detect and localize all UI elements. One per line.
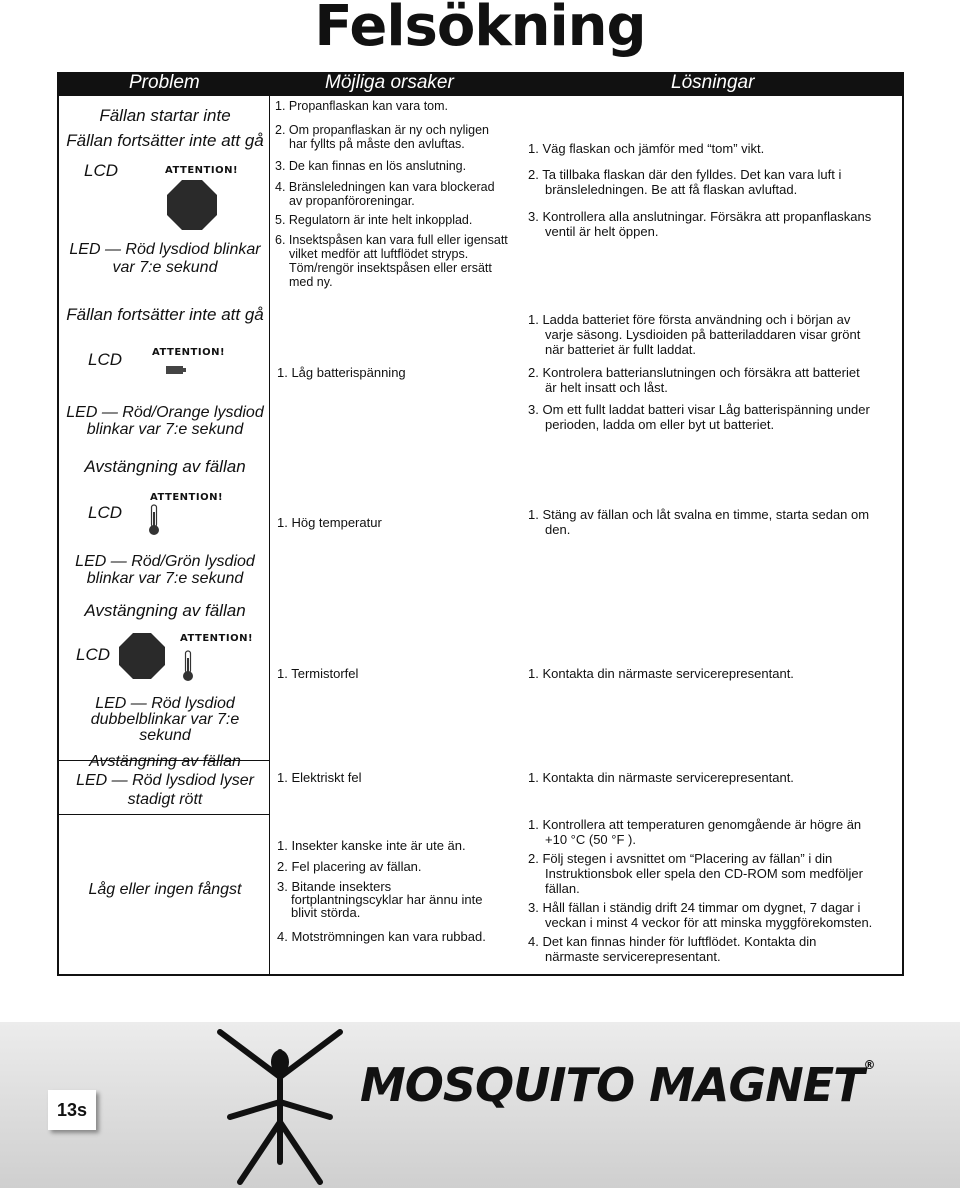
cause-item: 1. Termistorfel (277, 666, 359, 681)
cause-item: 5. Regulatorn är inte helt inkopplad. (275, 213, 473, 227)
solution-item: 1. Ladda batteriet före första användning och i början av varje säsong. Lysdioiden på batteriladdaren visar grönt när batteriet är fullt laddat. (528, 312, 861, 357)
solution-item: 2. Ta tillbaka flaskan där den fylldes. Det kan vara luft i bränsleledningen. Be att få flaskan avluftad. (528, 167, 842, 197)
solution-item: 2. Följ stegen i avsnittet om “Placering av fällan” i din Instruktionsbok eller spela den CD-ROM som medföljer fällan. (528, 851, 863, 896)
cause-item: 2. Om propanflaskan är ny och nyligen har fyllts på måste den avluftas. (275, 123, 490, 151)
page-title: Felsökning (314, 0, 646, 59)
led-status: blinkar var 7:e sekund (86, 421, 244, 438)
led-status: dubbelblinkar var 7:e (90, 711, 240, 728)
cause-item: 2. Fel placering av fällan. (277, 859, 422, 874)
header-problem: Problem (129, 72, 200, 93)
solution-item: 1. Väg flaskan och jämför med “tom” vikt. (528, 141, 765, 156)
cause-item: 1. Propanflaskan kan vara tom. (275, 99, 449, 113)
stop-sign-icon (166, 179, 218, 231)
led-status: LED — Röd lysdiod (95, 695, 235, 712)
brand-logo: MOSQUITO MAGNET® (360, 1058, 875, 1112)
cause-item: 3. Bitande insekters fortplantningscyklar har ännu inte blivit störda. (277, 879, 483, 920)
solution-item: 1. Kontakta din närmaste servicerepresentant. (528, 666, 794, 681)
solution-item: 1. Kontakta din närmaste servicerepresentant. (528, 770, 794, 785)
lcd-label: LCD (76, 645, 111, 664)
cause-item: 6. Insektspåsen kan vara full eller igensatt vilket medför att luftflödet stryps. Töm/rengör insektspåsen eller ersätt med ny. (275, 233, 508, 289)
solution-item: 2. Kontrolera batterianslutningen och försäkra att batteriet är helt insatt och låst. (528, 365, 860, 395)
cause-item: 1. Hög temperatur (277, 515, 382, 530)
stop-sign-icon (118, 632, 166, 680)
led-status: LED — Röd/Grön lysdiod (75, 553, 255, 570)
cause-item: 3. De kan finnas en lös anslutning. (275, 159, 467, 173)
header-solutions: Lösningar (671, 72, 755, 93)
led-status: LED — Röd/Orange lysdiod (66, 404, 264, 421)
solution-item: 3. Håll fällan i ständig drift 24 timmar om dygnet, 7 dagar i veckan i minst 4 veckor för att minska myggförekomsten. (528, 900, 873, 930)
thermometer-icon (182, 650, 194, 682)
mosquito-logo-icon (210, 1022, 350, 1188)
problem-title: Avstängning av fällan (89, 753, 241, 770)
header-causes: Möjliga orsaker (325, 72, 454, 93)
led-status: sekund (139, 727, 191, 744)
attention-label: ATTENTION! (152, 347, 226, 358)
cause-item: 4. Bränsleledningen kan vara blockerad av propanföroreningar. (275, 180, 495, 208)
solution-item: 4. Det kan finnas hinder för luftflödet. Kontakta din närmaste servicerepresentant. (528, 934, 817, 964)
attention-label: ATTENTION! (180, 633, 254, 644)
led-status: var 7:e sekund (112, 259, 218, 276)
cause-item: 4. Motströmningen kan vara rubbad. (277, 929, 486, 944)
problem-title: Fällan fortsätter inte att gå (66, 131, 264, 150)
solution-item: 1. Kontrollera att temperaturen genomgående är högre än +10 °C (50 °F ). (528, 817, 862, 847)
problem-title: Avstängning av fällan (84, 457, 246, 476)
led-status: stadigt rött (127, 791, 203, 808)
led-status: blinkar var 7:e sekund (86, 570, 244, 587)
attention-label: ATTENTION! (165, 165, 239, 176)
led-status: LED — Röd lysdiod blinkar (69, 241, 261, 258)
led-status: LED — Röd lysdiod lyser (76, 772, 254, 789)
solution-item: 3. Kontrollera alla anslutningar. Försäkra att propanflaskans ventil är helt öppen. (528, 209, 872, 239)
solution-item: 3. Om ett fullt laddat batteri visar Låg batterispänning under perioden, ladda om eller byt ut batteriet. (528, 402, 870, 432)
thermometer-icon (148, 504, 160, 536)
cause-item: 1. Låg batterispänning (277, 365, 406, 380)
table-header (57, 72, 904, 94)
solution-item: 1. Stäng av fällan och låt svalna en timme, starta sedan om den. (528, 507, 870, 537)
problem-title: Avstängning av fällan (84, 601, 246, 620)
problem-title: Fällan startar inte (99, 106, 231, 125)
lcd-label: LCD (84, 161, 119, 180)
lcd-label: LCD (88, 503, 123, 522)
row-divider (59, 814, 269, 815)
low-battery-icon (166, 365, 186, 375)
attention-label: ATTENTION! (150, 492, 224, 503)
cause-item: 1. Insekter kanske inte är ute än. (277, 838, 466, 853)
column-divider (269, 96, 270, 974)
problem-title: Låg eller ingen fångst (88, 881, 242, 898)
problem-title: Fällan fortsätter inte att gå (66, 305, 264, 324)
lcd-label: LCD (88, 350, 123, 369)
page-number: 13s (48, 1090, 96, 1130)
cause-item: 1. Elektriskt fel (277, 770, 362, 785)
